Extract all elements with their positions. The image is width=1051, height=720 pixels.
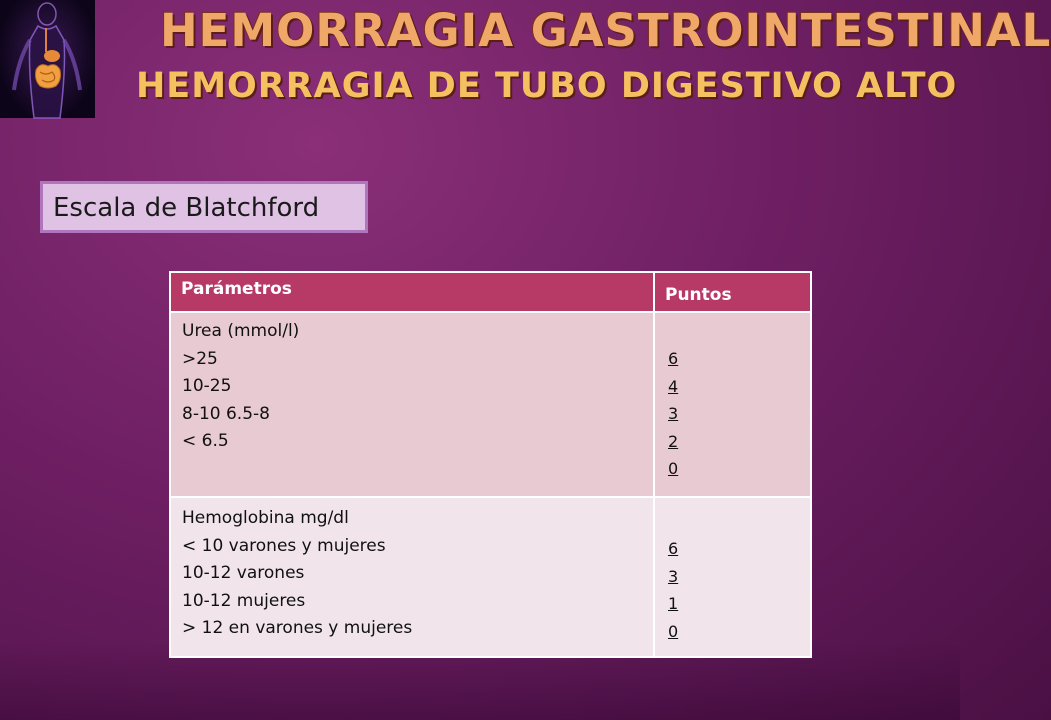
points-value: 2: [668, 431, 679, 451]
points-cell: [654, 312, 811, 497]
parameter-range: > 12 en varones y mujeres: [182, 618, 413, 638]
column-header-points: Puntos: [654, 272, 811, 312]
column-header-parameters: Parámetros: [170, 272, 654, 312]
parameter-range: 10-25: [182, 376, 232, 396]
points-value: 3: [668, 566, 679, 586]
parameter-name: Hemoglobina mg/dl: [182, 508, 349, 528]
points-value: 0: [668, 621, 679, 641]
body-silhouette-icon: [0, 0, 95, 118]
anatomy-digestive-system-image: [0, 0, 95, 118]
points-value: 4: [668, 376, 679, 396]
table-header-row: [170, 272, 811, 312]
parameter-range: < 10 varones y mujeres: [182, 535, 386, 556]
parameter-name: Urea (mmol/l): [182, 321, 300, 341]
parameter-range: 8-10 6.5-8: [182, 403, 270, 424]
points-value: 1: [668, 594, 679, 613]
points-value: 0: [668, 459, 679, 478]
points-value: 3: [668, 404, 679, 423]
page-title: HEMORRAGIA GASTROINTESTINAL: [160, 4, 1051, 57]
points-value: 6: [668, 539, 679, 558]
blatchford-score-table: [169, 271, 812, 658]
page-subtitle: HEMORRAGIA DE TUBO DIGESTIVO ALTO: [136, 66, 958, 106]
points-cell: [654, 497, 811, 657]
scale-name-label: Escala de Blatchford: [40, 181, 368, 233]
parameter-range: 10-12 mujeres: [182, 590, 306, 611]
table-row: [170, 497, 811, 657]
parameter-cell: [170, 497, 654, 657]
table-row: [170, 312, 811, 497]
parameter-range: >25: [182, 348, 218, 369]
points-value: 6: [668, 349, 679, 368]
parameter-range: 10-12 varones: [182, 563, 305, 583]
parameter-cell: [170, 312, 654, 497]
parameter-range: < 6.5: [182, 431, 229, 451]
